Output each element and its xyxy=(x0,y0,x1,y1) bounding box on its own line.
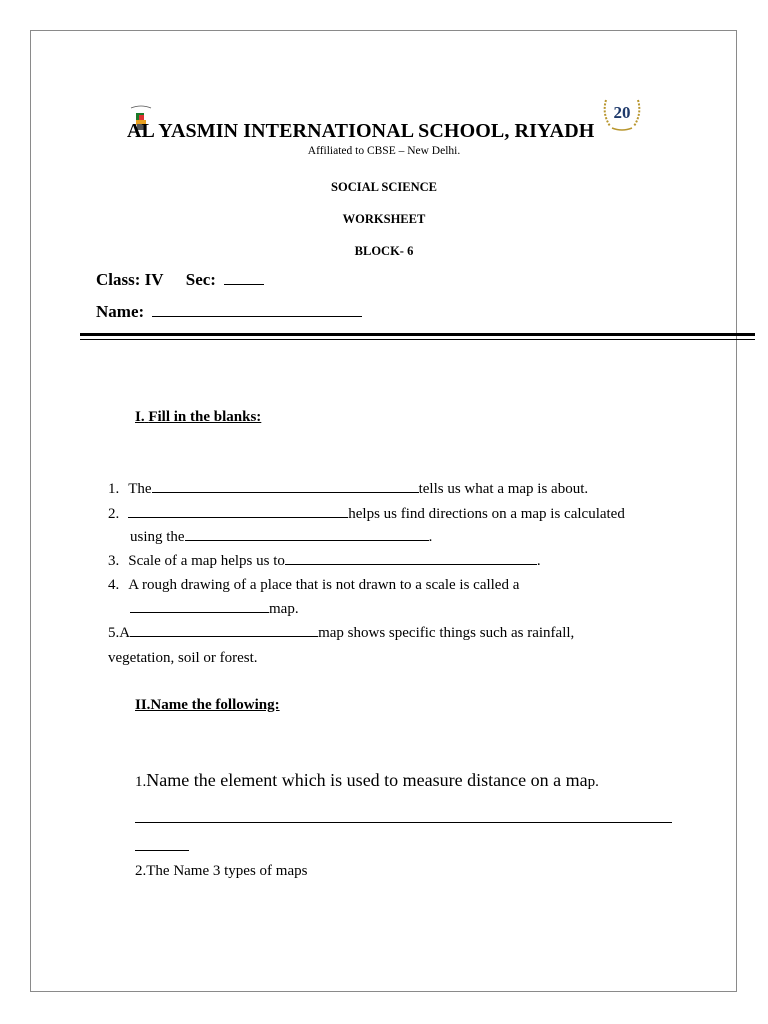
question-4 xyxy=(108,577,519,594)
question-1 xyxy=(108,481,588,498)
q5-blank[interactable] xyxy=(130,635,318,637)
q2-text-a: helps us find directions on a map is calculated xyxy=(348,506,625,522)
question-2-cont xyxy=(130,529,432,546)
q5-text-b: map shows specific things such as rainfall, xyxy=(318,625,575,641)
q4-text-a: A rough drawing of a place that is not drawn to a scale is called a xyxy=(128,577,520,593)
q3-blank[interactable] xyxy=(285,563,537,565)
divider-thin xyxy=(80,339,755,340)
question-4-cont xyxy=(130,601,299,618)
s2-q2-text: The Name 3 types of maps xyxy=(146,863,308,879)
name-blank[interactable] xyxy=(152,315,362,317)
q3-text-b: . xyxy=(536,553,541,569)
q2-number: 2. xyxy=(108,506,120,522)
s2-q2-number: 2. xyxy=(135,863,147,879)
s2-question-2 xyxy=(135,863,307,880)
s2-question-1 xyxy=(135,770,599,791)
s2-q1-text: Name the element which is used to measure distance on a ma xyxy=(146,770,588,790)
q4-number: 4. xyxy=(108,577,120,593)
q5-text-a: 5.A xyxy=(108,625,131,641)
section1-title: Fill in the blanks: xyxy=(148,409,262,425)
name-label: Name: xyxy=(96,302,145,321)
section2-heading: II.Name the following: xyxy=(135,697,280,713)
q4-text-b: map. xyxy=(269,601,299,617)
q2-text-c: . xyxy=(428,529,433,545)
class-label: Class: IV xyxy=(96,270,164,289)
question-5-cont: vegetation, soil or forest. xyxy=(108,650,258,666)
q4-blank[interactable] xyxy=(130,611,269,613)
divider-thick xyxy=(80,333,755,336)
s2-q1-end: p. xyxy=(587,774,599,790)
section1-number: I. xyxy=(135,409,145,425)
block-title: BLOCK- 6 xyxy=(354,244,414,258)
answer-line-2[interactable] xyxy=(135,850,189,851)
school-name: AL YASMIN INTERNATIONAL SCHOOL, RIYADH xyxy=(127,120,595,142)
answer-line-1[interactable] xyxy=(135,822,672,823)
name-line xyxy=(96,302,362,322)
question-5 xyxy=(108,625,574,642)
q3-number: 3. xyxy=(108,553,120,569)
sec-blank[interactable] xyxy=(224,283,264,285)
svg-text:20: 20 xyxy=(613,103,631,122)
q1-number: 1. xyxy=(108,481,120,497)
q1-blank[interactable] xyxy=(152,491,419,493)
section1-heading xyxy=(135,409,261,426)
q1-text-b: tells us what a map is about. xyxy=(418,481,589,497)
sec-label: Sec: xyxy=(185,270,216,289)
question-2 xyxy=(108,506,625,523)
q2-blank-2[interactable] xyxy=(185,539,429,541)
q3-text-a: Scale of a map helps us to xyxy=(128,553,285,569)
class-sec-line xyxy=(96,270,264,290)
q2-text-b: using the xyxy=(130,529,185,545)
worksheet-title: WORKSHEET xyxy=(342,212,426,226)
q1-text-a: The xyxy=(128,481,152,497)
s2-q1-number: 1. xyxy=(135,774,147,790)
subject-title: SOCIAL SCIENCE xyxy=(331,180,437,194)
affiliation-text: Affiliated to CBSE – New Delhi. xyxy=(307,145,461,157)
question-3 xyxy=(108,553,541,570)
anniversary-badge-icon xyxy=(600,94,644,134)
q2-blank-1[interactable] xyxy=(128,516,348,518)
